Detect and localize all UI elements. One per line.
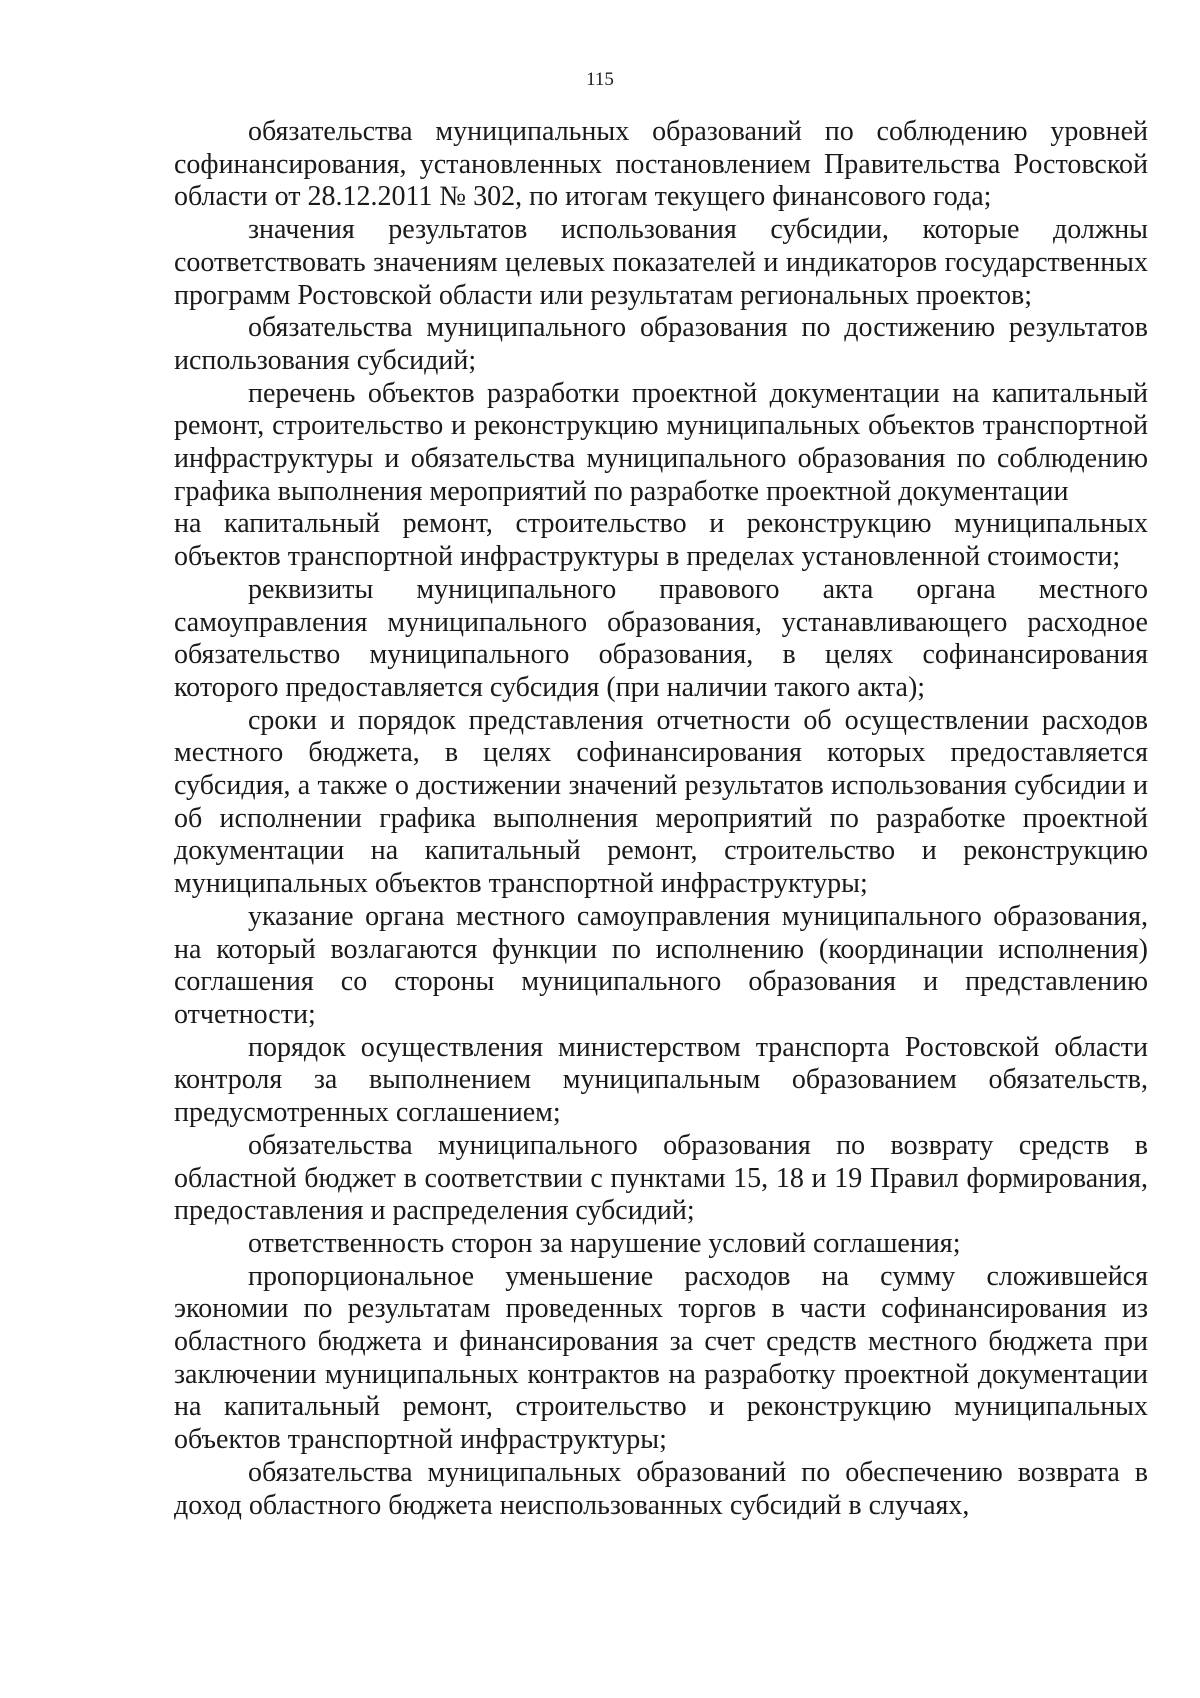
document-body [174,116,1148,1522]
paragraph: перечень объектов разработки проектной документации на капитальный ремонт, строительство и реконструкцию муниципальных объектов транспортной инфраструктуры и обязательства муниципального образования по соблюдению графика выполнения мероприятий по разработке проектной документации [174,377,1148,507]
paragraph: порядок осуществления министерством транспорта Ростовской области контроля за выполнением муниципальным образованием обязательств, предусмотренных соглашением; [174,1031,1148,1129]
paragraph: на капитальный ремонт, строительство и реконструкцию муниципальных объектов транспортной инфраструктуры в пределах установленной стоимости; [174,508,1148,573]
paragraph: обязательства муниципальных образований по обеспечению возврата в доход областного бюджета неиспользованных субсидий в случаях, [174,1456,1148,1521]
paragraph: ответственность сторон за нарушение условий соглашения; [248,1227,961,1259]
paragraph: указание органа местного самоуправления муниципального образования, на который возлагаются функции по исполнению (координации исполнения) соглашения со стороны муниципального образования и представлению отчетности; [174,900,1148,1030]
paragraph: сроки и порядок представления отчетности об осуществлении расходов местного бюджета, в целях софинансирования которых предоставляется субсидия, а также о достижении значений результатов использования субсидии и об исполнении графика выполнения мероприятий по разработке проектной документации на капитальный ремонт, строительство и реконструкцию муниципальных объектов транспортной инфраструктуры; [174,704,1148,900]
paragraph: значения результатов использования субсидии, которые должны соответствовать значениям целевых показателей и индикаторов государственных программ Ростовской области или результатам региональных проектов; [174,214,1148,311]
page-number: 115 [586,69,614,90]
paragraph: обязательства муниципальных образований по соблюдению уровней софинансирования, установленных постановлением Правительства Ростовской области от 28.12.2011 № 302, по итогам текущего финансового года; [174,116,1148,213]
paragraph: обязательства муниципального образования по достижению результатов использования субсидий; [174,312,1148,376]
paragraph: пропорциональное уменьшение расходов на сумму сложившейся экономии по результатам проведенных торгов в части софинансирования из областного бюджета и финансирования за счет средств местного бюджета при заключении муниципальных контрактов на разработку проектной документации на капитальный ремонт, строительство и реконструкцию муниципальных объектов транспортной инфраструктуры; [174,1260,1148,1456]
paragraph: обязательства муниципального образования по возврату средств в областной бюджет в соответствии с пунктами 15, 18 и 19 Правил формирования, предоставления и распределения субсидий; [174,1129,1148,1227]
paragraph: реквизиты муниципального правового акта органа местного самоуправления муниципального образования, устанавливающего расходное обязательство муниципального образования, в целях софинансирования которого предоставляется субсидия (при наличии такого акта); [174,573,1148,703]
